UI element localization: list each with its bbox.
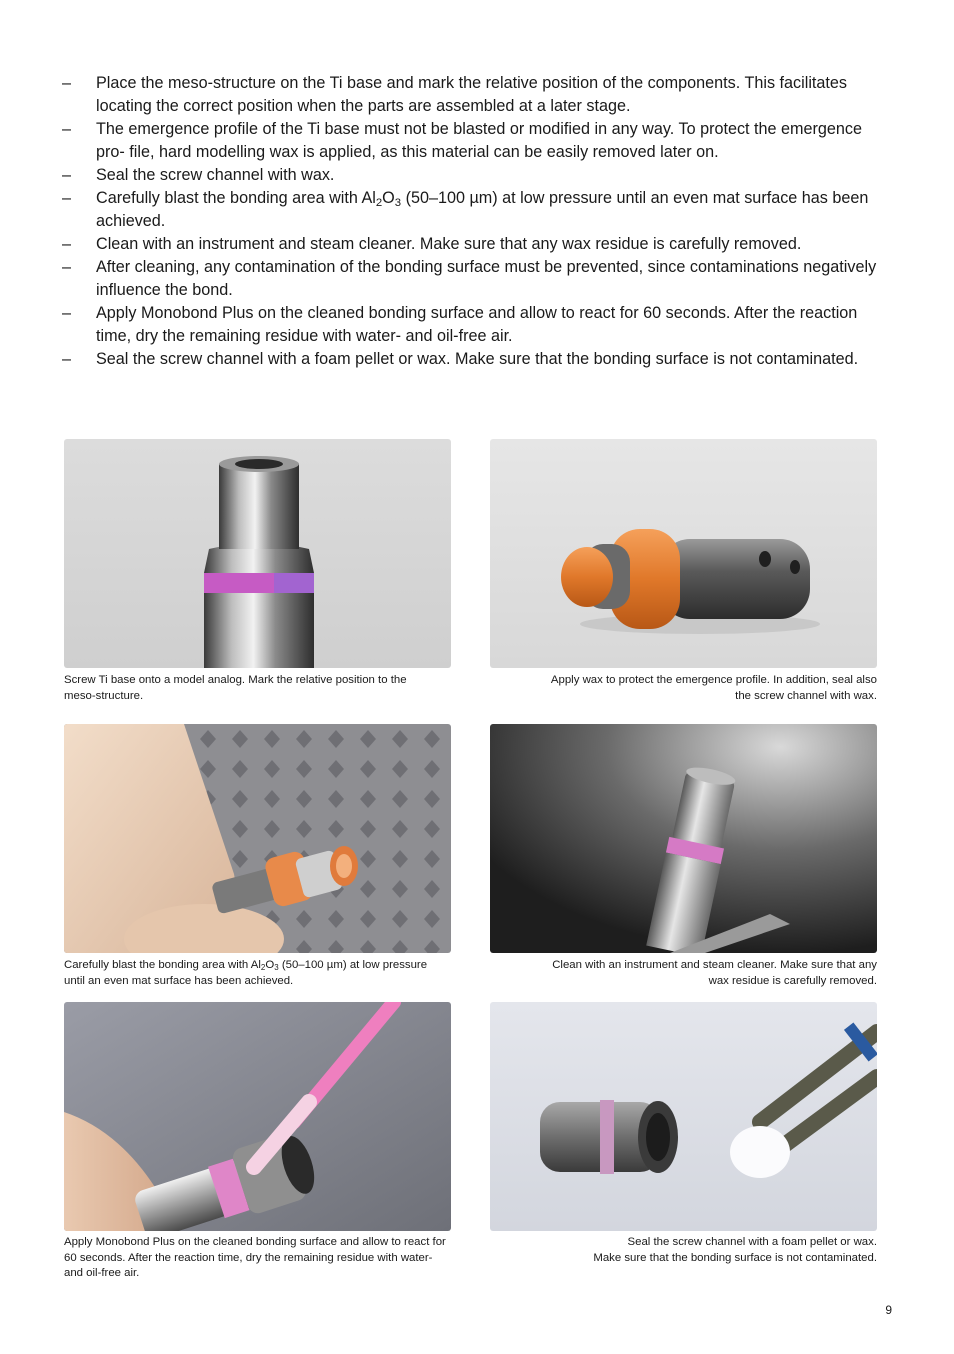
caption-3: Carefully blast the bonding area with $Al_2O_3$ (50–100 µm) at low pressure until an even mat surface has been achieved. [64,959,428,987]
photo-wax-protection [490,439,877,668]
instruction-item: – Carefully blast the bonding area with $Al_2O_3$ (50–100 µm) at low pressure until an even mat surface has been achieved. [62,189,869,230]
caption-6: Seal the screw channel with a foam pellet or wax. Make sure that the bonding surface is not contaminated. [593,1236,877,1264]
page-number: 9 [885,1303,892,1317]
photo-monobond-application [64,1002,451,1231]
instruction-text: Clean with an instrument and steam cleaner. Make sure that any wax residue is carefully removed. [96,235,802,253]
photo-steam-cleaning [490,724,877,953]
instruction-text: Apply Monobond Plus on the cleaned bonding surface and allow to react for 60 seconds. After the reaction time, dry the remaining residue with water- and oil-free air. [96,304,858,345]
photo-foam-pellet-seal [490,1002,877,1231]
caption-5: Apply Monobond Plus on the cleaned bonding surface and allow to react for 60 seconds. After the reaction time, dry the remaining residue with water- and oil-free air. [64,1236,446,1279]
instruction-item: – Clean with an instrument and steam cleaner. Make sure that any wax residue is carefully removed. [62,235,802,253]
caption-1: Screw Ti base onto a model analog. Mark the relative position to the meso-structure. [64,674,407,702]
instruction-text: Seal the screw channel with a foam pellet or wax. Make sure that the bonding surface is not contaminated. [96,350,859,368]
caption-2: Apply wax to protect the emergence profile. In addition, seal also the screw channel with wax. [550,674,877,702]
instruction-list [62,72,892,371]
instruction-text: After cleaning, any contamination of the bonding surface must be prevented, since contaminations negatively influence the bond. [96,258,877,299]
instruction-text: Carefully blast the bonding area with $Al_2O_3$ (50–100 µm) at low pressure until an even mat surface has been achieved. [96,189,869,230]
instruction-item: – After cleaning, any contamination of the bonding surface must be prevented, since contaminations negatively influence the bond. [62,258,877,299]
photo-ti-base-on-analog [64,439,451,668]
instruction-text: Place the meso-structure on the Ti base and mark the relative position of the components. This facilitates locating the correct position when the parts are assembled at a later stage. [96,74,848,115]
instruction-item: – Seal the screw channel with a foam pellet or wax. Make sure that the bonding surface is not contaminated. [62,350,859,368]
instruction-item: – Apply Monobond Plus on the cleaned bonding surface and allow to react for 60 seconds. After the reaction time, dry the remaining residue with water- and oil-free air. [62,304,858,345]
instruction-text: The emergence profile of the Ti base must not be blasted or modified in any way. To protect the emergence pro- file, hard modelling wax is applied, as this material can be easily removed later on. [96,120,863,161]
instruction-item: – Seal the screw channel with wax. [62,166,335,184]
caption-4: Clean with an instrument and steam cleaner. Make sure that any wax residue is carefully removed. [552,959,877,987]
photo-blasting [64,724,451,953]
instruction-item: – Place the meso-structure on the Ti base and mark the relative position of the components. This facilitates locating the correct position when the parts are assembled at a later stage. [62,74,848,115]
instruction-item: – The emergence profile of the Ti base must not be blasted or modified in any way. To protect the emergence pro- file, hard modelling wax is applied, as this material can be easily removed later on. [62,120,863,161]
instruction-text: Seal the screw channel with wax. [96,166,335,184]
